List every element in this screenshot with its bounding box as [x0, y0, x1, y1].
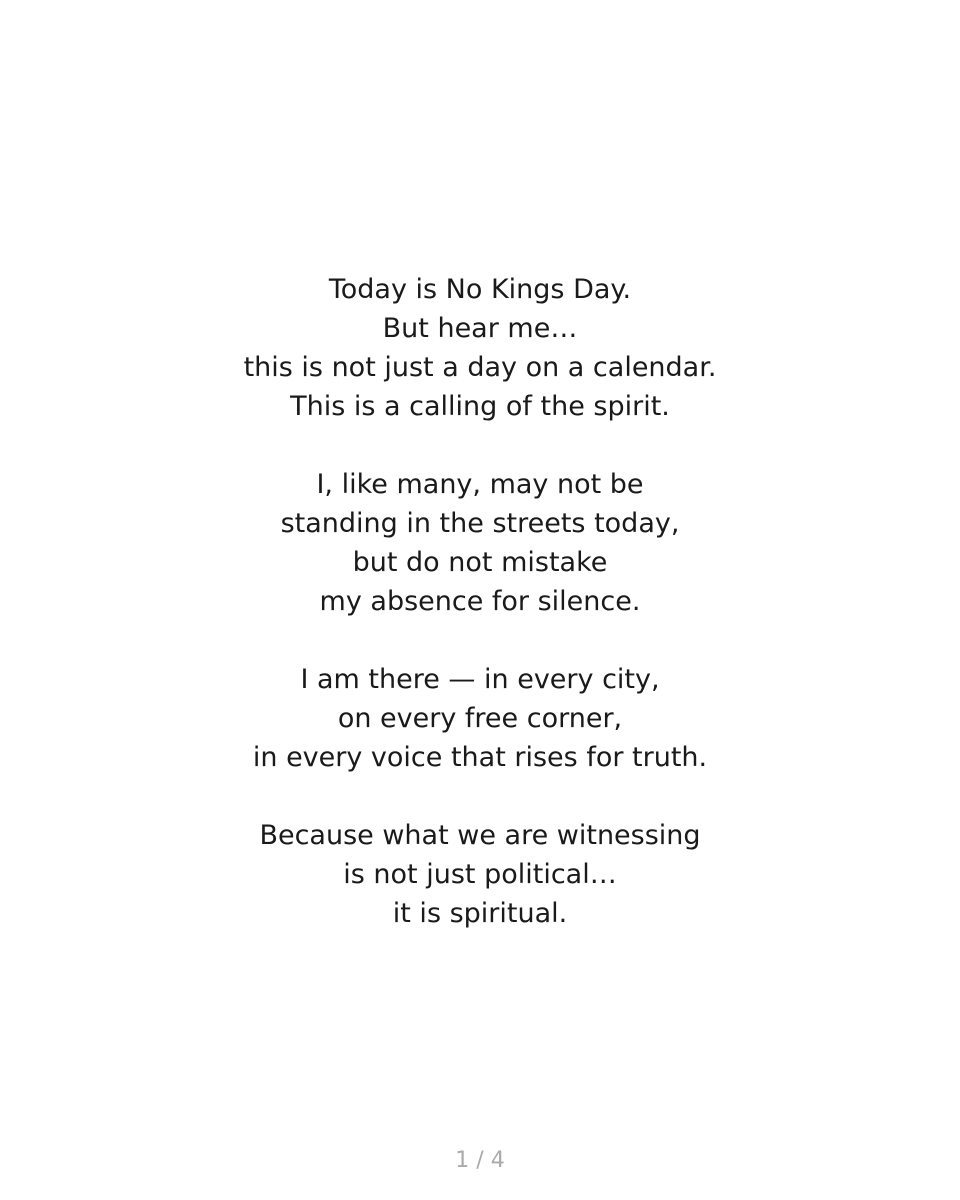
poem-line: But hear me… — [382, 313, 578, 344]
poem-body — [0, 270, 960, 972]
page-indicator: 1 / 4 — [455, 1148, 505, 1173]
poem-line: I am there — in every city, — [300, 664, 660, 695]
poem-line: my absence for silence. — [319, 586, 641, 617]
stanza — [0, 816, 960, 933]
poem-line: is not just political… — [343, 859, 617, 890]
poem-line: Today is No Kings Day. — [328, 274, 632, 305]
stanza — [0, 660, 960, 777]
poem-line: Because what we are witnessing — [259, 820, 701, 851]
poem-line: This is a calling of the spirit. — [290, 391, 670, 422]
poem-line: standing in the streets today, — [280, 508, 680, 539]
poem-line: this is not just a day on a calendar. — [243, 352, 717, 383]
poem-line: on every free corner, — [337, 703, 623, 734]
poem-line: it is spiritual. — [392, 898, 568, 929]
stanza — [0, 270, 960, 426]
poem-line: I, like many, may not be — [316, 469, 644, 500]
poem-line: in every voice that rises for truth. — [252, 742, 708, 773]
poem-line: but do not mistake — [352, 547, 608, 578]
stanza — [0, 465, 960, 621]
